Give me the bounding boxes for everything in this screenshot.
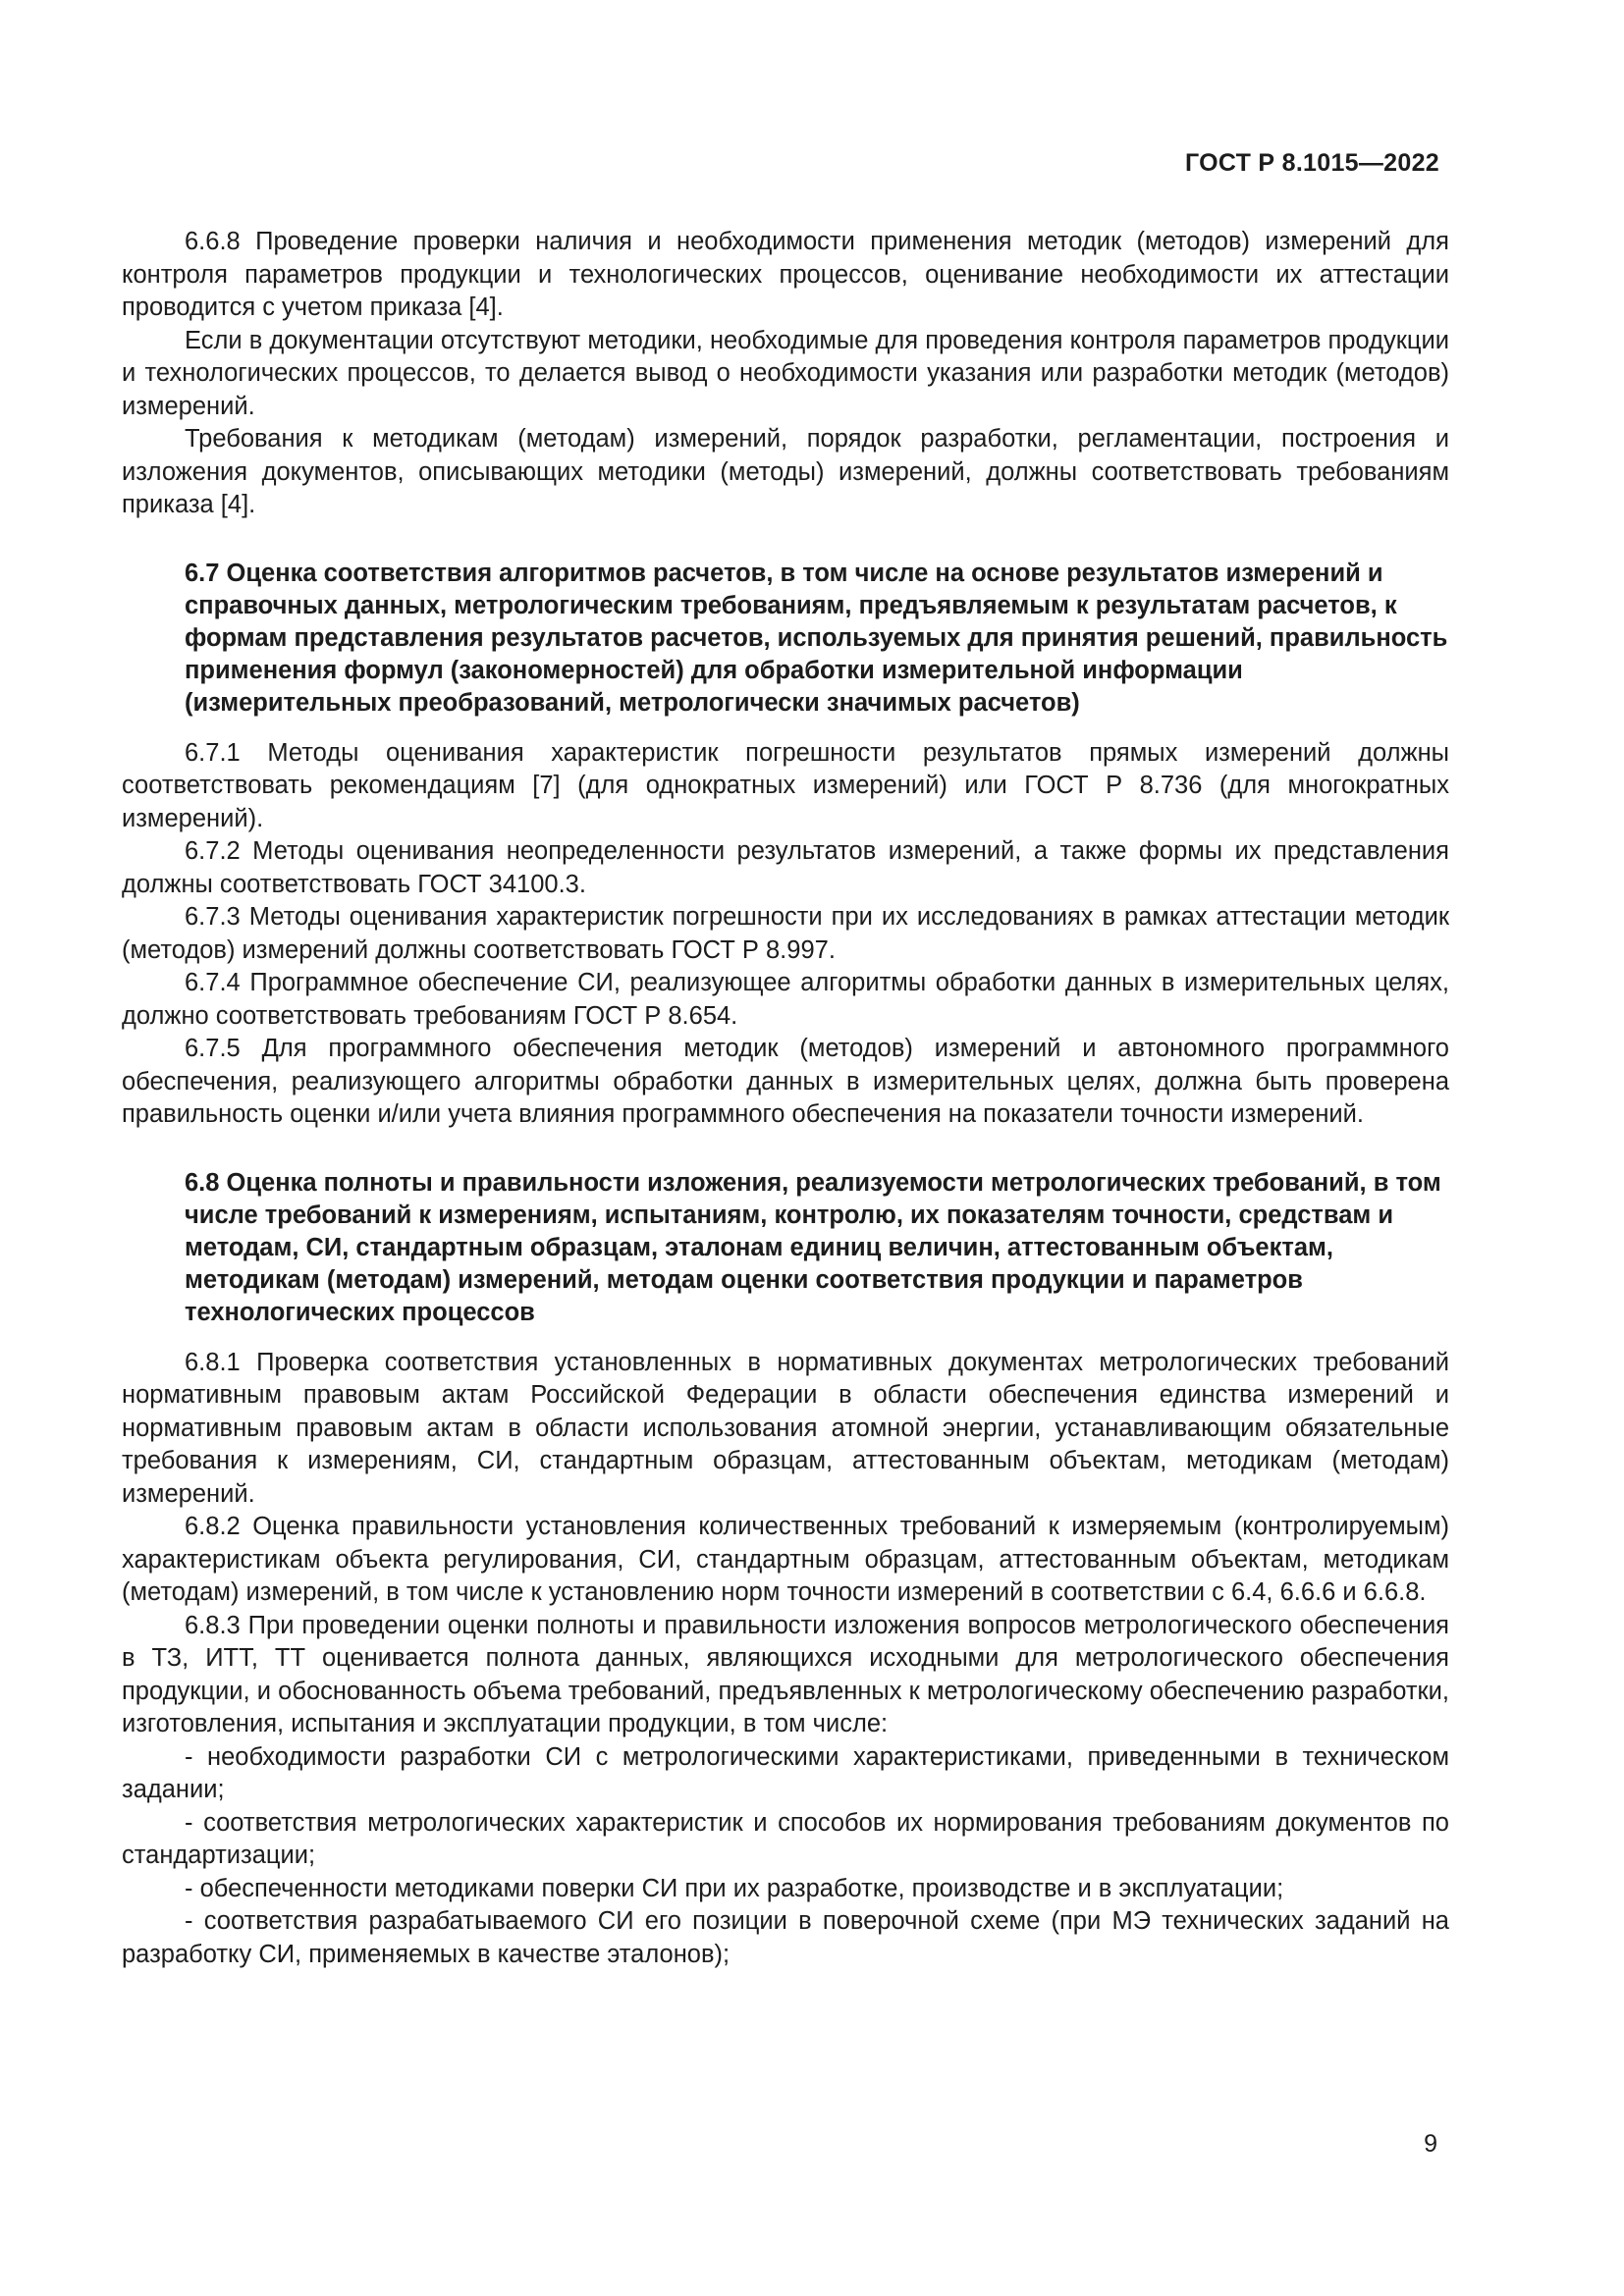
- list-item-si-development: - необходимости разработки СИ с метрологическими характеристиками, приведенными в техническом задании;: [122, 1742, 1449, 1803]
- paragraph-6-8-2: 6.8.2 Оценка правильности установления количественных требований к измеряемым (контролируемым) характеристикам объекта регулирования, СИ, стандартным образцам, аттестованным объектам, методикам (методам) измерений, в том числе к установлению норм точности измерений в соответствии с 6.4, 6.6.6 и 6.6.8.: [122, 1513, 1449, 1606]
- list-item-characteristics-compliance: - соответствия метрологических характеристик и способов их нормирования требованиям документов по стандартизации;: [122, 1808, 1449, 1869]
- paragraph-6-8-3: 6.8.3 При проведении оценки полноты и правильности изложения вопросов метрологического обеспечения в ТЗ, ИТТ, ТТ оценивается полнота данных, являющихся исходными для метрологического обеспечения продукции, и обоснованность объема требований, предъявленных к метрологическому обеспечению разработки, изготовления, испытания и эксплуатации продукции, в том числе:: [122, 1611, 1449, 1737]
- paragraph-6-7-5: 6.7.5 Для программного обеспечения методик (методов) измерений и автономного программного обеспечения, реализующего алгоритмы обработки данных в измерительных целях, должна быть проверена правильность оценки и/или учета влияния программного обеспечения на показатели точности измерений.: [122, 1035, 1449, 1128]
- paragraph-6-8-1: 6.8.1 Проверка соответствия установленных в нормативных документах метрологических требований нормативным правовым актам Российской Федерации в области обеспечения единства измерений и нормативным правовым актам в области использования атомной энергии, устанавливающим обязательные требования к измерениям, СИ, стандартным образцам, аттестованным объектам, методикам (методам) измерений.: [122, 1348, 1449, 1508]
- paragraph-methods-missing: Если в документации отсутствуют методики, необходимые для проведения контроля параметров продукции и технологических процессов, то делается вывод о необходимости указания или разработки методик (методов) измерений.: [122, 326, 1449, 420]
- section-heading-6-7: 6.7 Оценка соответствия алгоритмов расчетов, в том числе на основе результатов измерений и справочных данных, метрологическим требованиям, предъявляемым к результатам расчетов, к формам представления результатов расчетов, используемых для принятия решений, правильность применения формул (закономерностей) для обработки измерительной информации (измерительных преобразований, метрологически значимых расчетов): [185, 559, 1448, 717]
- list-item-verification-scheme: - соответствия разрабатываемого СИ его позиции в поверочной схеме (при МЭ технических заданий на разработку СИ, применяемых в качестве эталонов);: [122, 1907, 1449, 1968]
- paragraph-6-7-2: 6.7.2 Методы оценивания неопределенности результатов измерений, а также формы их представления должны соответствовать ГОСТ 34100.3.: [122, 837, 1449, 898]
- paragraph-6-7-4: 6.7.4 Программное обеспечение СИ, реализующее алгоритмы обработки данных в измерительных целях, должно соответствовать требованиям ГОСТ Р 8.654.: [122, 969, 1449, 1030]
- section-heading-6-8: 6.8 Оценка полноты и правильности изложения, реализуемости метрологических требований, в том числе требований к измерениям, испытаниям, контролю, их показателям точности, средствам и методам, СИ, стандартным образцам, эталонам единиц величин, аттестованным объектам, методикам (методам) измерений, методам оценки соответствия продукции и параметров технологических процессов: [185, 1168, 1441, 1326]
- page-number: 9: [1424, 2130, 1437, 2158]
- document-header-code: ГОСТ Р 8.1015—2022: [1184, 149, 1439, 177]
- paragraph-methods-requirements: Требования к методикам (методам) измерений, порядок разработки, регламентации, построения и изложения документов, описывающих методики (методы) измерений, должны соответствовать требованиям приказа [4].: [122, 425, 1449, 518]
- paragraph-6-7-1: 6.7.1 Методы оценивания характеристик погрешности результатов прямых измерений должны соответствовать рекомендациям [7] (для однократных измерений) или ГОСТ Р 8.736 (для многократных измерений).: [122, 738, 1449, 832]
- document-body: [122, 226, 1449, 1971]
- paragraph-6-7-3: 6.7.3 Методы оценивания характеристик погрешности при их исследованиях в рамках аттестации методик (методов) измерений должны соответствовать ГОСТ Р 8.997.: [122, 903, 1449, 964]
- list-item-verification-methods: - обеспеченности методиками поверки СИ при их разработке, производстве и в эксплуатации;: [185, 1874, 1284, 1902]
- paragraph-6-6-8: 6.6.8 Проведение проверки наличия и необходимости применения методик (методов) измерений для контроля параметров продукции и технологических процессов, оценивание необходимости их аттестации проводится с учетом приказа [4].: [122, 228, 1449, 321]
